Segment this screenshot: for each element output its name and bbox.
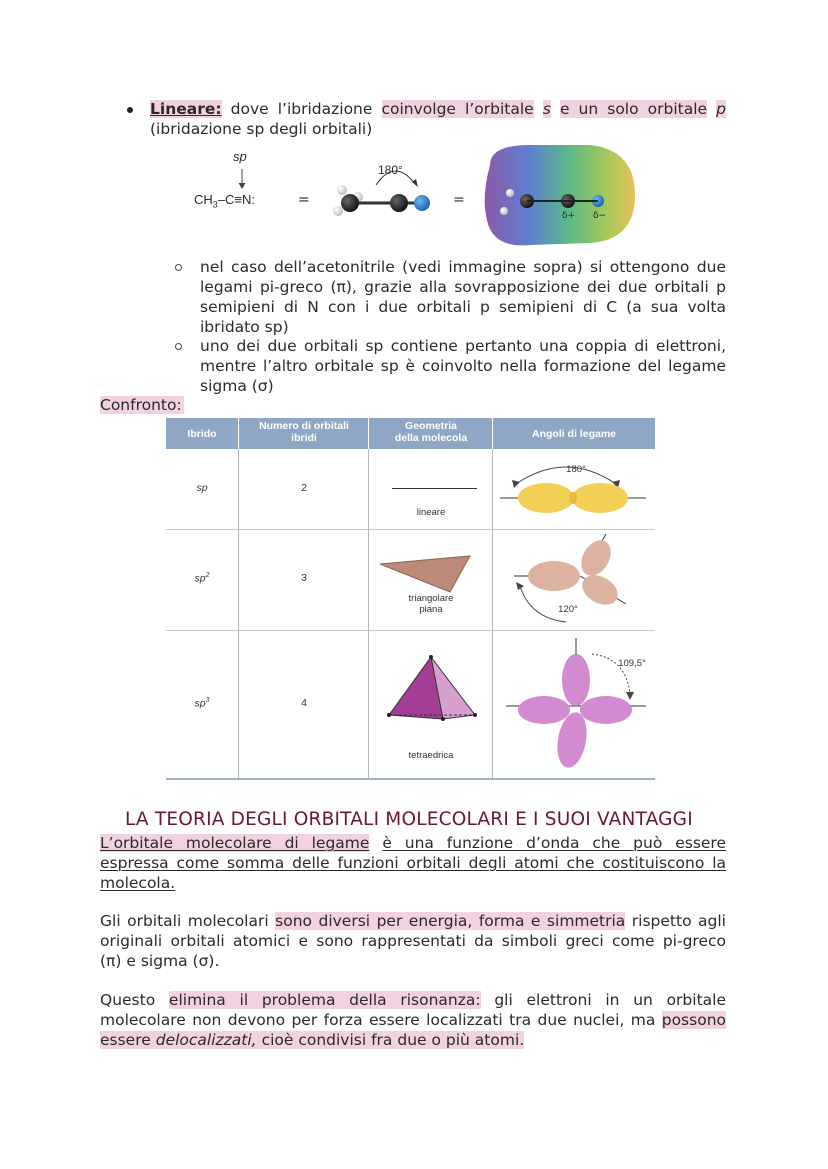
para1-line-2: espressa come somma delle funzioni orbitali degli atomi che costituiscono la bbox=[100, 854, 726, 872]
ibrido-cell: sp bbox=[196, 482, 208, 494]
para3-italic: delocalizzati, bbox=[155, 1031, 257, 1049]
paragraph-2 bbox=[100, 911, 726, 971]
header-numero bbox=[239, 420, 369, 444]
linear-geometry bbox=[392, 488, 477, 489]
para3-line-1 bbox=[100, 990, 726, 1010]
header-sep bbox=[368, 418, 369, 449]
table-row-sp2 bbox=[166, 572, 238, 585]
para3-highlight: elimina il problema della risonanza: bbox=[168, 991, 481, 1009]
sub2-line-1: uno dei due orbitali sp contiene pertanto una coppia di elettroni, bbox=[200, 337, 726, 355]
sub1-line-2: legami pi-greco (π), grazie alla sovrapposizione dei due orbitali p bbox=[200, 278, 726, 296]
para3-line-2 bbox=[100, 1010, 726, 1030]
header-geometria bbox=[369, 420, 493, 444]
sub2-line-3: sigma (σ) bbox=[200, 377, 274, 395]
delta-plus: δ+ bbox=[562, 211, 576, 221]
ibrido-cell: sp bbox=[194, 697, 206, 710]
sub-bullet-2 bbox=[200, 336, 726, 396]
comparison-table bbox=[166, 418, 656, 780]
geometry-caption: lineare bbox=[416, 507, 446, 518]
lineare-highlight-2: e un solo orbitale bbox=[559, 100, 708, 118]
angle-label: 180° bbox=[566, 464, 586, 475]
sp3-orbital-drawing bbox=[496, 634, 654, 776]
formula-sub: 3 bbox=[212, 199, 218, 210]
ibrido-cell: sp bbox=[194, 572, 206, 585]
para3-line-3 bbox=[100, 1030, 726, 1050]
paragraph-3 bbox=[100, 990, 726, 1050]
table-row-sp bbox=[166, 482, 238, 494]
para1-line-3: molecola. bbox=[100, 874, 176, 892]
para2-text-a: Gli orbitali molecolari bbox=[100, 912, 269, 930]
sub1-line-3: semipieni di N con i due orbitali p semipieni di C (a sua volta bbox=[200, 298, 726, 316]
lineare-line-2: (ibridazione sp degli orbitali) bbox=[150, 120, 373, 138]
equals-2: = bbox=[453, 192, 465, 208]
numero-cell: 3 bbox=[301, 572, 307, 584]
sp-label: sp bbox=[233, 149, 247, 164]
geometry-caption-b: piana bbox=[419, 604, 443, 615]
para3-line-2-text: molecolare non devono per forza essere localizzati tra due nuclei, ma bbox=[100, 1011, 656, 1029]
ibrido-sup: 2 bbox=[205, 572, 210, 579]
header-sep bbox=[492, 418, 493, 449]
equals-1: = bbox=[298, 192, 310, 208]
acetonitrile-diagram bbox=[190, 145, 640, 250]
header-sep bbox=[238, 418, 239, 449]
numero-cell: 4 bbox=[301, 697, 307, 709]
numero-cell: 2 bbox=[301, 482, 307, 494]
header-ibrido: Ibrido bbox=[187, 428, 217, 440]
para2-line-2: originali orbitali atomici e sono rappresentati da simboli greci come pi-greco bbox=[100, 932, 726, 950]
table-bottom-line bbox=[166, 778, 655, 780]
para3-line-3-a: essere bbox=[100, 1031, 151, 1049]
lineare-text: dove l’ibridazione bbox=[230, 100, 373, 118]
para1-highlight: L’orbitale molecolare di legame bbox=[100, 834, 370, 852]
angle-label: 109,5° bbox=[618, 658, 646, 669]
confronto-label: Confronto: bbox=[100, 396, 182, 414]
formula-rest: –C≡N: bbox=[217, 192, 256, 207]
angle-label: 120° bbox=[558, 604, 578, 615]
angle-180: 180° bbox=[378, 163, 403, 177]
tetrahedron-geometry bbox=[381, 653, 481, 723]
orbital-p: p bbox=[716, 100, 727, 118]
sub2-line-2: mentre l’altro orbitale sp è coinvolto nella formazione del legame bbox=[200, 357, 726, 375]
para2-highlight: sono diversi per energia, forma e simmetria bbox=[275, 912, 626, 930]
geometry-caption-a: triangolare bbox=[408, 593, 454, 604]
acetonitrile-figure bbox=[190, 145, 640, 250]
para2-line-3: (π) e sigma (σ). bbox=[100, 952, 220, 970]
para2-line-1 bbox=[100, 911, 726, 931]
ibrido-sup: 3 bbox=[205, 697, 210, 704]
col-line bbox=[238, 449, 239, 779]
para3-line-3-b: cioè condivisi fra due o più atomi. bbox=[261, 1031, 525, 1049]
triangle-geometry bbox=[376, 548, 476, 596]
sub1-line-1: nel caso dell’acetonitrile (vedi immagine sopra) si ottengono due bbox=[200, 258, 726, 276]
lineare-highlight: coinvolge l’orbitale bbox=[381, 100, 534, 118]
para1-line-1-rest: è una funzione d’onda che può essere bbox=[382, 834, 726, 852]
header-numero-a: Numero di orbitali bbox=[259, 420, 349, 432]
sub1-line-4: ibridato sp) bbox=[200, 318, 289, 336]
row-line bbox=[166, 630, 655, 631]
section-title: LA TEORIA DEGLI ORBITALI MOLECOLARI E I SUOI VANTAGGI bbox=[125, 809, 693, 830]
para1-line-1 bbox=[100, 833, 726, 853]
orbital-s: s bbox=[542, 100, 551, 118]
geometry-caption bbox=[369, 593, 493, 615]
delta-minus: δ− bbox=[593, 211, 607, 221]
confronto-heading bbox=[100, 395, 184, 415]
formula bbox=[194, 192, 255, 210]
para2-text-b: rispetto agli bbox=[631, 912, 726, 930]
header-numero-b: ibridi bbox=[291, 432, 317, 444]
header-geometria-b: della molecola bbox=[394, 432, 468, 444]
lineare-line-1 bbox=[150, 99, 726, 119]
header-angoli: Angoli di legame bbox=[531, 428, 616, 440]
bullet-dot bbox=[127, 107, 133, 113]
table-row-sp3 bbox=[166, 697, 238, 710]
para3-line-2-highlight: possono bbox=[661, 1011, 726, 1029]
bullet-ring bbox=[175, 343, 182, 350]
para3-text-a: Questo bbox=[100, 991, 156, 1009]
formula-ch: CH bbox=[194, 192, 213, 207]
paragraph-1 bbox=[100, 833, 726, 893]
bullet-ring bbox=[175, 264, 182, 271]
header-geometria-a: Geometria bbox=[405, 420, 457, 432]
row-line bbox=[166, 529, 655, 530]
lineare-label: Lineare: bbox=[150, 100, 222, 118]
para3-text-b: gli elettroni in un orbitale bbox=[494, 991, 726, 1009]
geometry-caption: tetraedrica bbox=[408, 750, 454, 761]
sub-bullet-1 bbox=[200, 257, 726, 337]
